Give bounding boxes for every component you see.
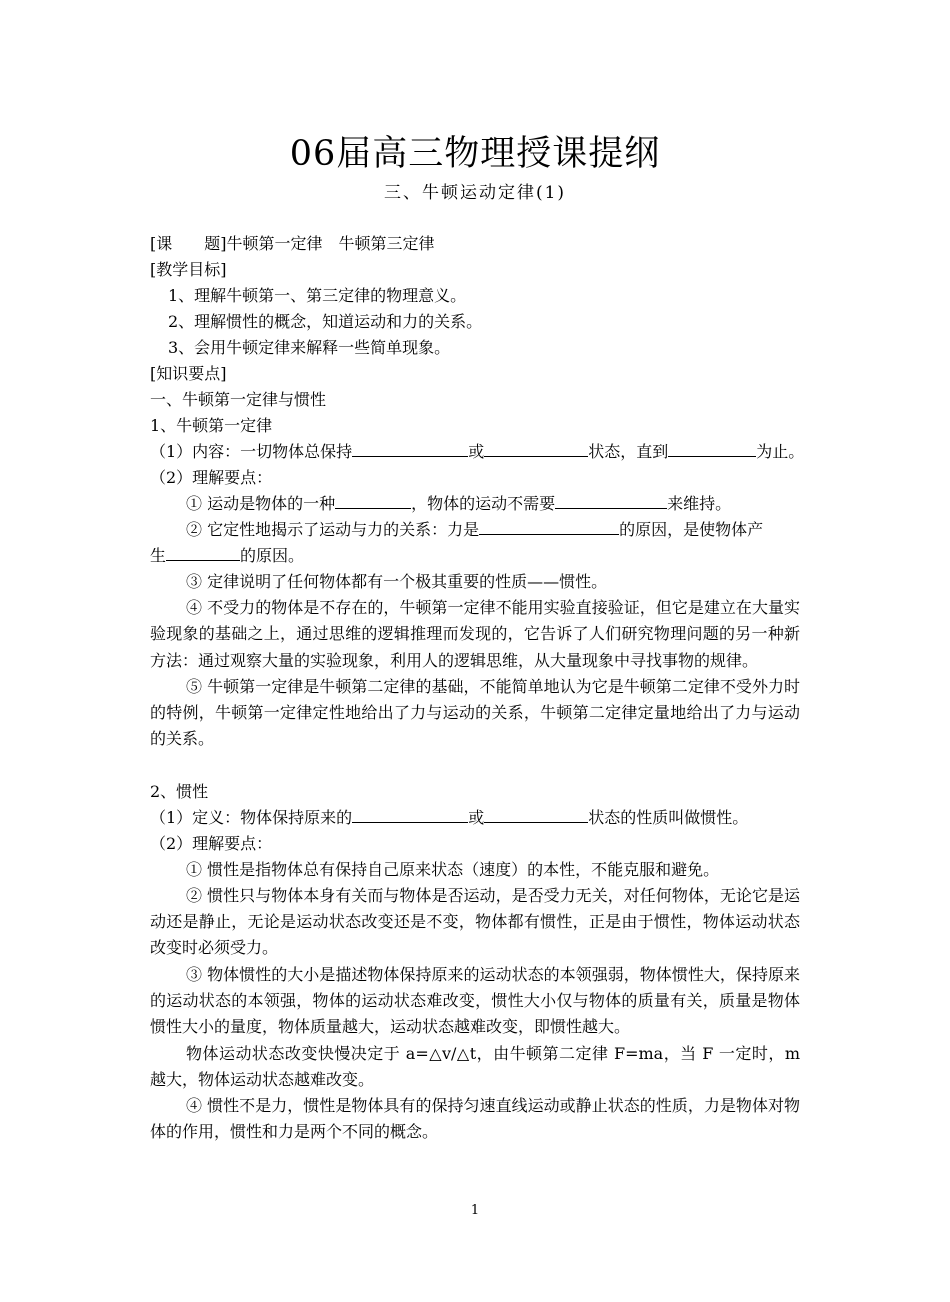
- point-text: 的原因。: [240, 546, 305, 565]
- points-heading: （2）理解要点：: [150, 468, 273, 487]
- point-text: 的原因，是使物体产: [619, 520, 764, 539]
- goals-heading: [教学目标]: [150, 260, 227, 279]
- goal-item: 3、会用牛顿定律来解释一些简单现象。: [168, 338, 451, 357]
- page-title: 06届高三物理授课提纲: [289, 134, 661, 174]
- content-text: 为止。: [756, 442, 805, 461]
- point-item: [150, 491, 800, 517]
- point-text: ① 运动是物体的一种: [186, 494, 336, 513]
- goal-item: 1、理解牛顿第一、第三定律的物理意义。: [168, 286, 467, 305]
- blank-line: [150, 753, 800, 779]
- point-item: ③ 定律说明了任何物体都有一个极其重要的性质——惯性。: [186, 572, 608, 591]
- fill-blank: [484, 439, 588, 457]
- points-heading: （2）理解要点：: [150, 833, 273, 853]
- fill-blank: [335, 491, 411, 509]
- point-paragraph: ③ 物体惯性的大小是描述物体保持原来的运动状态的本领强弱，物体惯性大，保持原来的运动状态的本领强，物体的运动状态难改变，惯性大小仅与物体的质量有关，质量是物体惯性大小的量度，物体质量越大，运动状态越难改变，即惯性越大。: [150, 964, 800, 1037]
- fill-blank: [484, 805, 588, 823]
- page-subtitle: 三、牛顿运动定律(1): [383, 183, 567, 203]
- definition-text: 状态的性质叫做惯性。: [588, 807, 749, 827]
- fill-blank: [668, 439, 756, 457]
- fill-blank: [479, 517, 619, 535]
- topic-line: [课 题]牛顿第一定律 牛顿第三定律: [150, 234, 435, 253]
- content-text: 状态，直到: [588, 442, 669, 461]
- point-text: 来维持。: [667, 494, 732, 513]
- subsection-heading: 2、惯性: [150, 781, 209, 801]
- goal-item: 2、理解惯性的概念，知道运动和力的关系。: [168, 312, 483, 331]
- point-paragraph: ④ 惯性不是力，惯性是物体具有的保持匀速直线运动或静止状态的性质，力是物体对物体的作用，惯性和力是两个不同的概念。: [150, 1096, 800, 1142]
- point-text: ② 它定性地揭示了运动与力的关系：力是: [186, 520, 480, 539]
- point-item: ① 惯性是指物体总有保持自己原来状态（速度）的本性，不能克服和避免。: [186, 859, 720, 879]
- point-paragraph: ⑤ 牛顿第一定律是牛顿第二定律的基础，不能简单地认为它是牛顿第二定律不受外力时的特例，牛顿第一定律定性地给出了力与运动的关系，牛顿第二定律定量地给出了力与运动的关系。: [150, 676, 800, 749]
- point-paragraph: 物体运动状态改变快慢决定于 a=△v/△t，由牛顿第二定律 F=ma，当 F 一定时，m 越大，物体运动状态越难改变。: [150, 1043, 800, 1089]
- content-line: [150, 439, 805, 465]
- document-body: [150, 231, 805, 1146]
- section-heading: 一、牛顿第一定律与惯性: [150, 390, 327, 409]
- content-text: （1）内容：一切物体总保持: [150, 442, 353, 461]
- fill-blank: [166, 543, 240, 561]
- point-paragraph: ④ 不受力的物体是不存在的，牛顿第一定律不能用实验直接验证，但它是建立在大量实验现象的基础之上，通过思维的逻辑推理而发现的，它告诉了人们研究物理问题的另一种新方法：通过观察大量的实验现象，利用人的逻辑思维，从大量现象中寻找事物的规律。: [150, 598, 800, 670]
- subsection-heading: 1、牛顿第一定律: [150, 416, 273, 435]
- knowledge-heading: [知识要点]: [150, 364, 227, 383]
- content-text: 或: [468, 442, 485, 461]
- point-text: ，物体的运动不需要: [411, 494, 556, 513]
- fill-blank: [555, 491, 667, 509]
- fill-blank: [352, 805, 468, 823]
- page-number: 1: [470, 1203, 480, 1218]
- definition-text: （1）定义：物体保持原来的: [150, 807, 353, 827]
- point-item-continued: [150, 543, 800, 569]
- definition-line: [150, 805, 800, 831]
- point-text: 生: [150, 546, 167, 565]
- point-item: [150, 517, 800, 543]
- point-paragraph: ② 惯性只与物体本身有关而与物体是否运动，是否受力无关，对任何物体，无论它是运动还是静止，无论是运动状态改变还是不变，物体都有惯性，正是由于惯性，物体运动状态改变时必须受力。: [150, 885, 800, 958]
- definition-text: 或: [468, 807, 485, 827]
- fill-blank: [352, 439, 468, 457]
